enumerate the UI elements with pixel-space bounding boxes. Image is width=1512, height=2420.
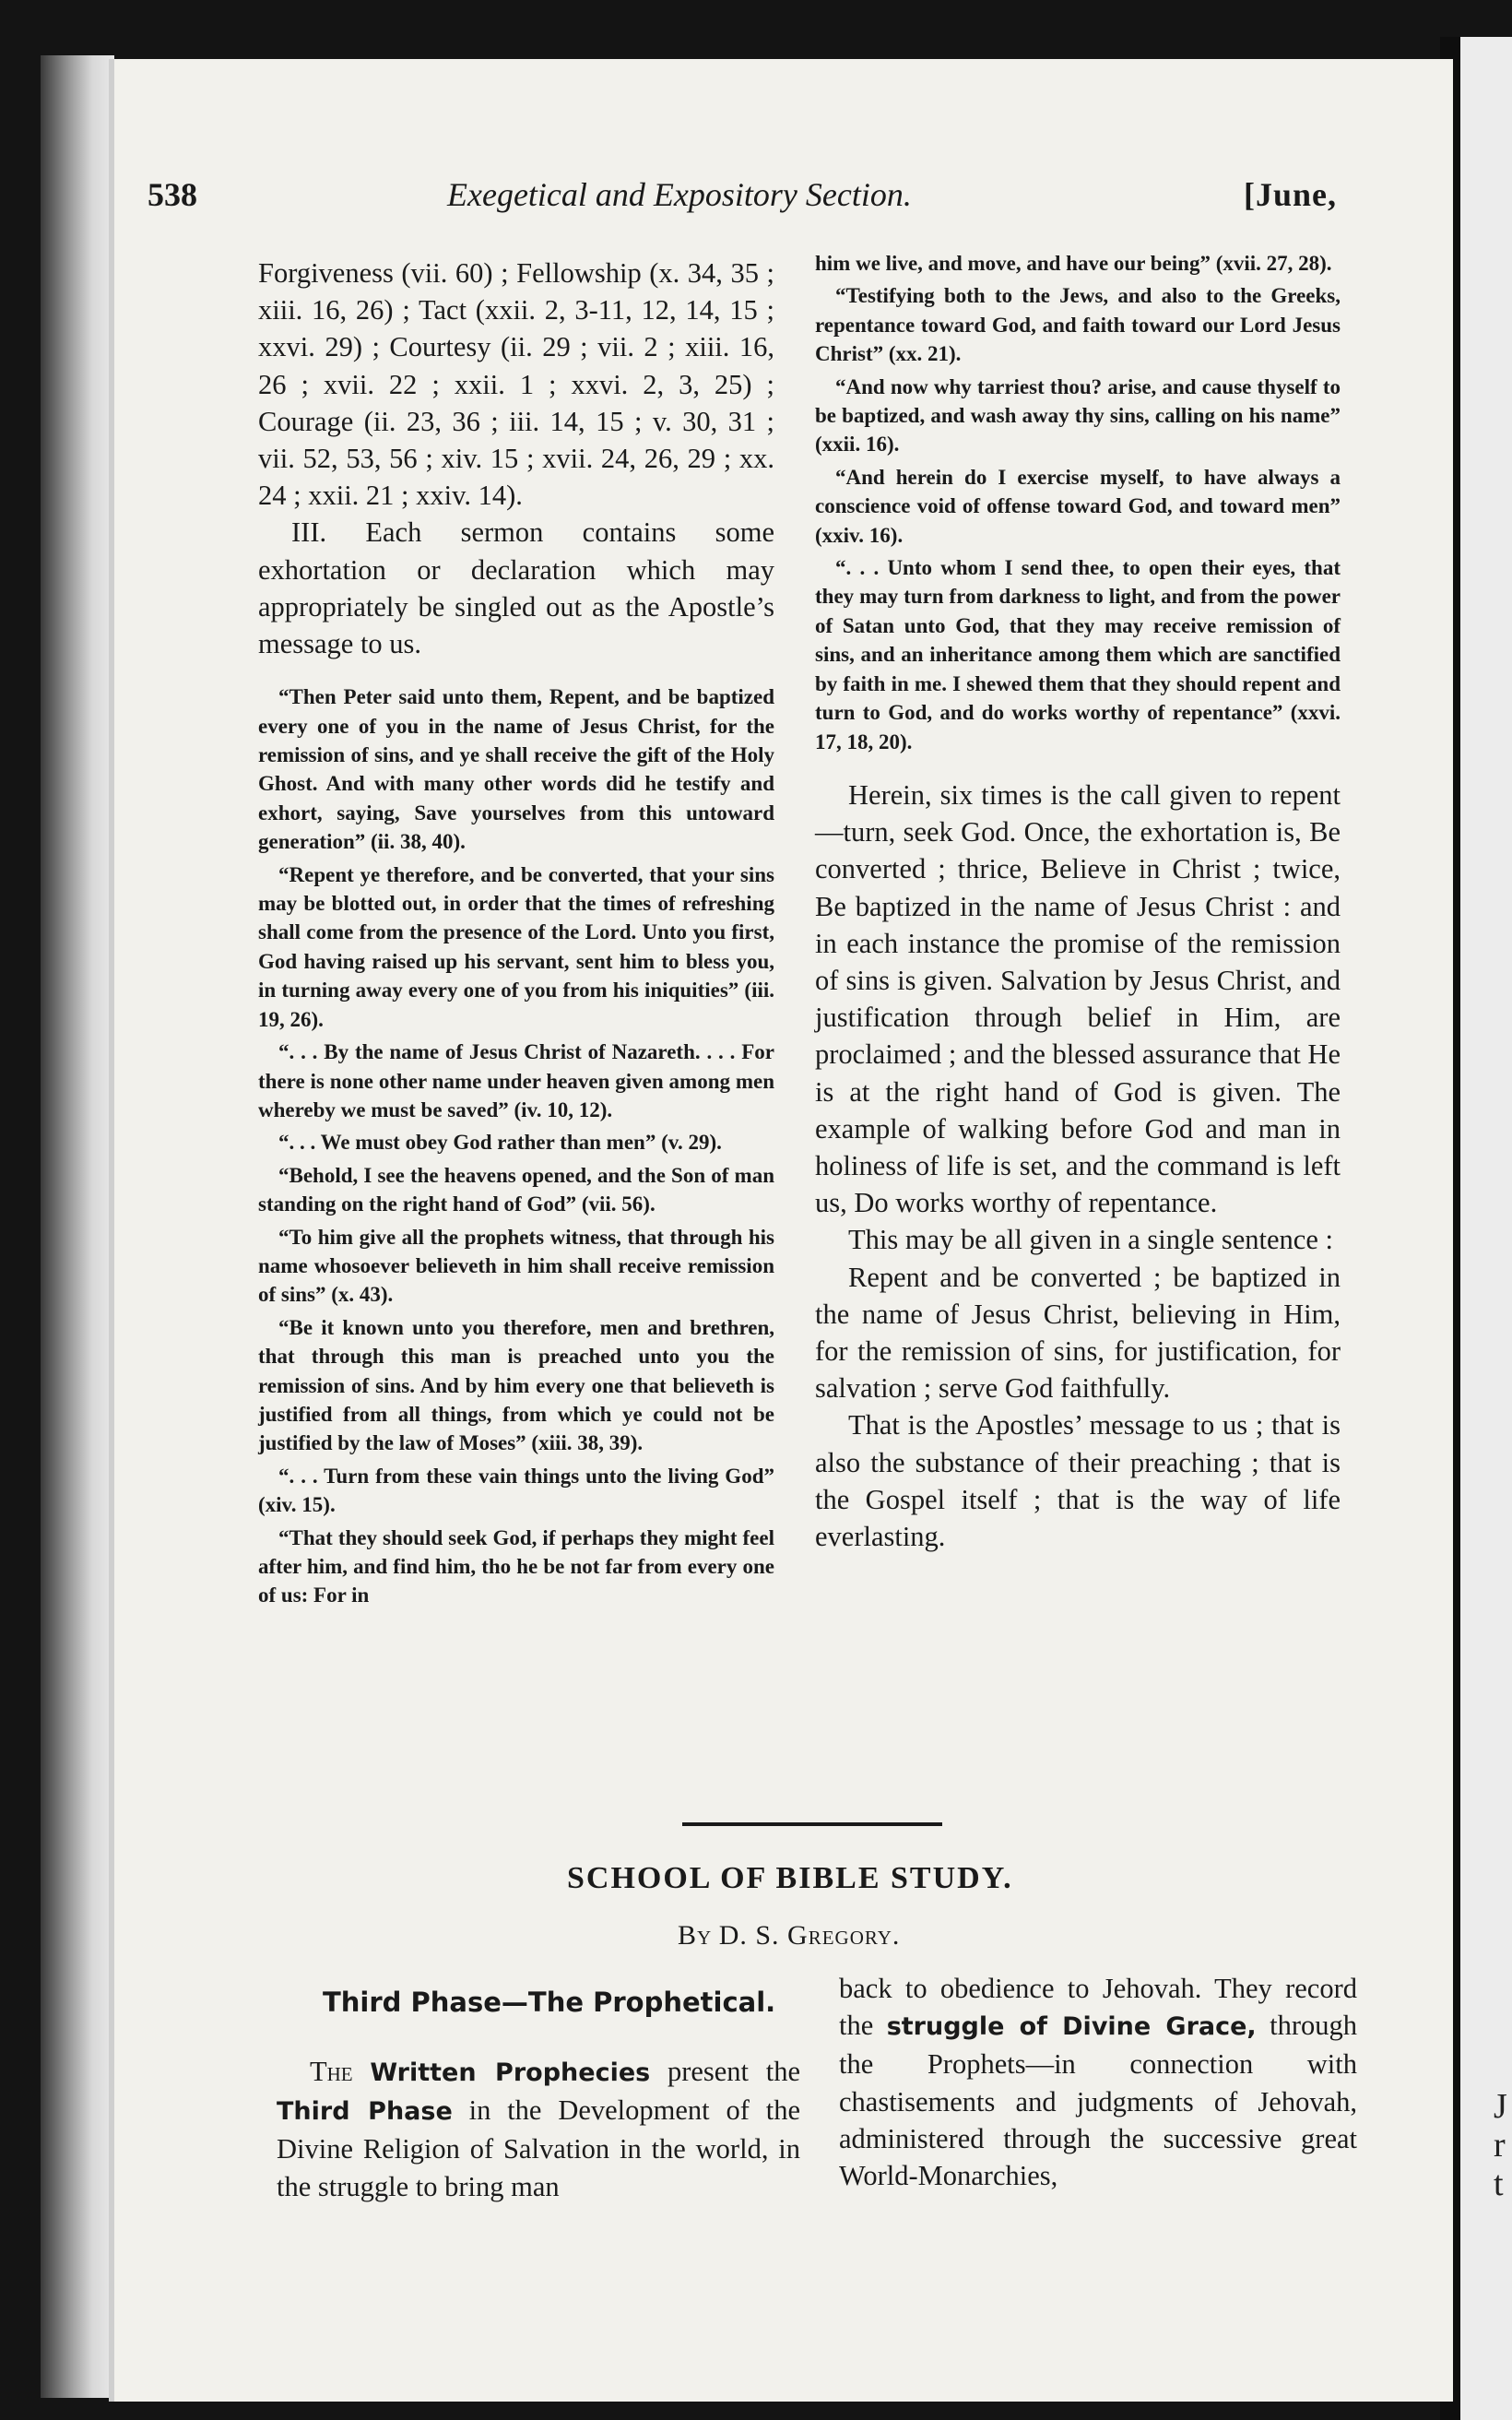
bold-phrase: Third Phase	[277, 2097, 453, 2127]
byline	[678, 1920, 1046, 1951]
right-column	[815, 249, 1341, 1555]
book-gutter-left	[41, 55, 114, 2398]
section-continuation-paragraph	[839, 1970, 1357, 2194]
author-name: D. S. Gregory.	[718, 1920, 901, 1951]
next-page-edge-letter: J	[1494, 2087, 1507, 2126]
paragraph-text: back to obedience to Jehovah. They record the	[839, 1973, 1357, 2042]
scripture-quote: “That they should seek God, if perhaps they might feel after him, and find him, tho he be not far from every one of us: For in	[258, 1525, 774, 1607]
summary-paragraph: This may be all given in a single sentence :	[848, 1224, 1333, 1256]
page-number: 538	[148, 176, 197, 213]
scripture-quote: “Then Peter said unto them, Repent, and be baptized every one of you in the name of Jesus Christ, for the remission of sins, and ye shall receive the gift of the Holy Ghost. And with many other words did he testify and exhort, saying, Save yourselves from this untoward generation” (ii. 38, 40).	[258, 685, 774, 854]
paragraph-text: in the Development of the Divine Religion of Salvation in the world, in the struggle to bring man	[277, 2094, 800, 2202]
scripture-quote: “. . . Unto whom I send thee, to open their eyes, that they may turn from darkness to light, and from the power of Satan unto God, that they may receive remission of sins, and an inheritance among them which are sanctified by faith in me. I shewed them that they should repent and turn to God, and do works worthy of repentance” (xxvi. 17, 18, 20).	[815, 556, 1341, 753]
bold-phrase: struggle of Divine Grace,	[886, 2012, 1257, 2042]
scripture-quote: “To him give all the prophets witness, that through his name whosoever believeth in him shall receive remission of sins” (x. 43).	[258, 1225, 774, 1307]
section-divider	[682, 1822, 942, 1826]
scripture-quote: “And now why tarriest thou? arise, and cause thyself to be baptized, and wash away thy sins, calling on his name” (xxii. 16).	[815, 374, 1341, 457]
running-header	[148, 175, 1337, 231]
header-month: [June,	[1243, 176, 1337, 213]
running-title: Exegetical and Expository Section.	[447, 176, 912, 213]
scripture-quote: “. . . By the name of Jesus Christ of Nazareth. . . . For there is none other name under heaven given among men whereby we must be saved” (iv. 10, 12).	[258, 1040, 774, 1121]
point-three-paragraph: III. Each sermon contains some exhortation or declaration which may appropriately be singled out as the Apostle’s message to us.	[258, 516, 774, 660]
summary-paragraph: That is the Apostles’ message to us ; that is also the substance of their preaching ; that is the Gospel itself ; that is the way of life everlasting.	[815, 1409, 1341, 1552]
virtues-list-continuation: Forgiveness (vii. 60) ; Fellowship (x. 34, 35 ; xiii. 16, 26) ; Tact (xxii. 2, 3-11, 12, 14, 15 ; xxvi. 29) ; Courtesy (ii. 29 ; vii. 2 ; xiii. 16, 26 ; xvii. 22 ; xxii. 1 ; xxvi. 2, 3, 25) ; Courage (ii. 23, 36 ; iii. 14, 15 ; v. 30, 31 ; vii. 52, 53, 56 ; xiv. 15 ; xvii. 24, 26, 29 ; xx. 24 ; xxii. 21 ; xxiv. 14).	[258, 257, 774, 512]
subheading: Third Phase—The Prophetical.	[323, 1987, 776, 2018]
byline-prefix: By	[678, 1920, 713, 1951]
paragraph-text: present the	[650, 2056, 800, 2087]
section-left-column	[277, 2053, 800, 2205]
summary-paragraph: Repent and be converted ; be baptized in the name of Jesus Christ, believing in Him, for the remission of sins, for justification, for salvation ; serve God faithfully.	[815, 1261, 1341, 1405]
scripture-quote: “. . . We must obey God rather than men” (v. 29).	[278, 1131, 722, 1155]
next-page-edge-letter: t	[1494, 2165, 1504, 2203]
scripture-quote: “Behold, I see the heavens opened, and the Son of man standing on the right hand of God” (vii. 56).	[258, 1163, 774, 1216]
section-intro-paragraph	[277, 2053, 800, 2205]
section-title: SCHOOL OF BIBLE STUDY.	[567, 1861, 1013, 1895]
scripture-quote: “. . . Turn from these vain things unto the living God” (xiv. 15).	[258, 1464, 774, 1517]
scripture-quote: “And herein do I exercise myself, to have always a conscience void of offense toward God, and toward men” (xxiv. 16).	[815, 465, 1341, 547]
lead-word: The	[310, 2056, 353, 2087]
scripture-quote: “Repent ye therefore, and be converted, that your sins may be blotted out, in order that the times of refreshing shall come from the presence of the Lord. Unto you first, God having raised up his servant, sent him to bless you, in turning away every one of you from his iniquities” (iii. 19, 26).	[258, 862, 774, 1031]
summary-paragraph: Herein, six times is the call given to repent—turn, seek God. Once, the exhortation is, Be converted ; thrice, Believe in Christ ; twice, Be baptized in the name of Jesus Christ : and in each instance the promise of the remission of sins is given. Salvation by Jesus Christ, and justification through belief in Him, are proclaimed ; and the blessed assurance that He is at the right hand of God is given. The example of walking before God and man in holiness of life is set, and the command is left us, Do works worthy of repentance.	[815, 778, 1341, 1219]
scripture-quote: “Testifying both to the Jews, and also to the Greeks, repentance toward God, and faith toward our Lord Jesus Christ” (xx. 21).	[815, 284, 1341, 366]
section-right-column	[839, 1970, 1357, 2194]
next-page-edge-letter: r	[1494, 2126, 1506, 2165]
left-column	[258, 255, 774, 1610]
scripture-quote: him we live, and move, and have our being” (xvii. 27, 28).	[815, 252, 1332, 275]
paragraph-text: through the Prophets—in connection with chastisements and judgments of Jehovah, administered through the successive great World-Monarchies,	[839, 2010, 1357, 2192]
scripture-quote: “Be it known unto you therefore, men and brethren, that through this man is preached unto you the remission of sins. And by him every one that believeth is justified from all things, from which ye could not be justified by the law of Moses” (xiii. 38, 39).	[258, 1315, 774, 1455]
bold-phrase: Written Prophecies	[370, 2058, 651, 2087]
